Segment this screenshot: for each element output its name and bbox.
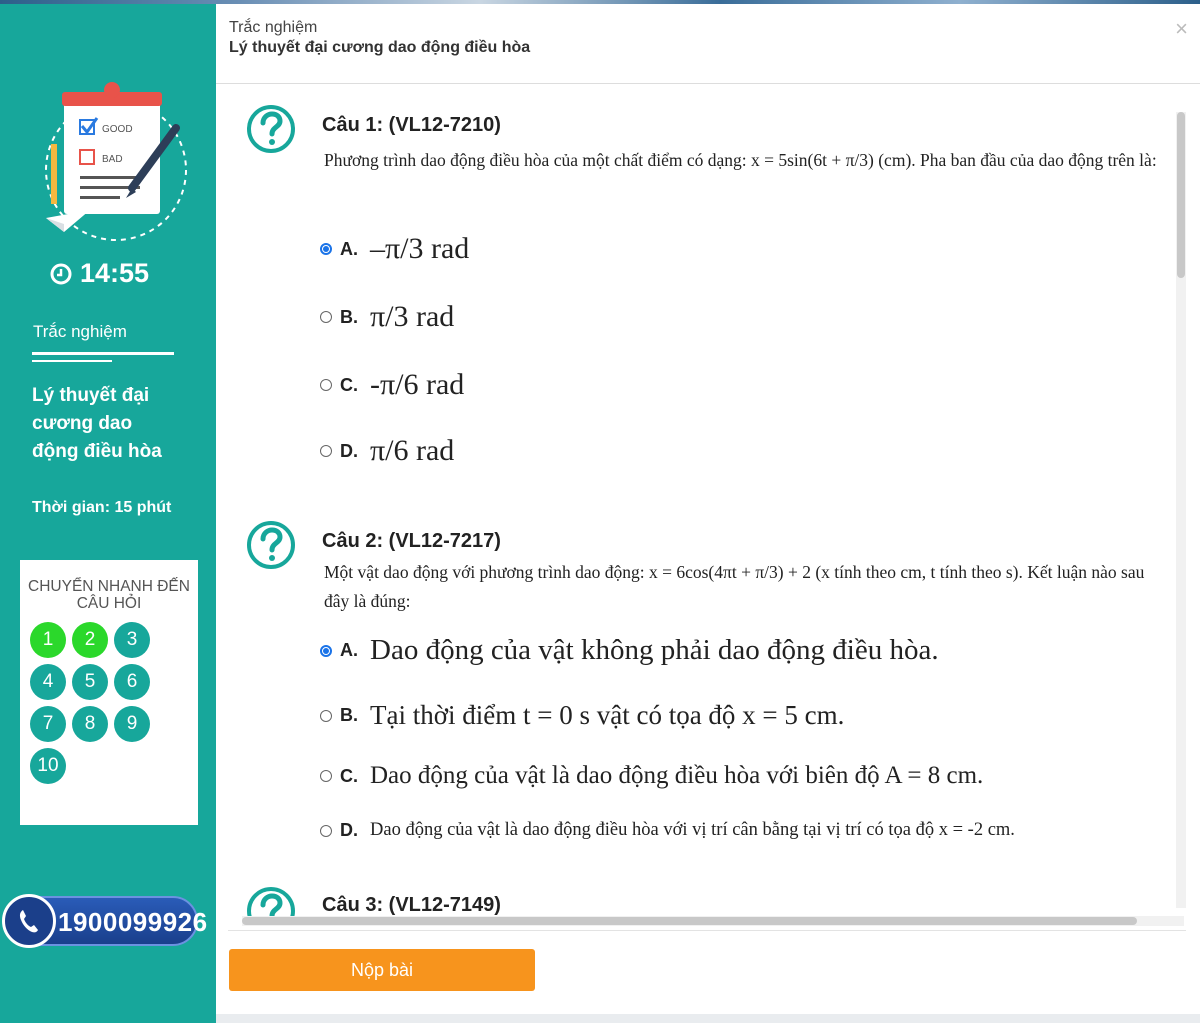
option-text: π/6 rad [370,434,455,467]
quick-nav-grid [30,622,170,784]
scroll-thumb[interactable] [242,917,1137,925]
option-text: Dao động của vật là dao động điều hòa với biên độ A = 8 cm. [370,762,984,789]
lesson-title: Lý thuyết đại cương dao động điều hòa [32,385,162,462]
vertical-scrollbar[interactable] [1176,112,1186,908]
question-jump-6[interactable]: 6 [114,664,150,700]
option-letter: B. [340,306,358,327]
hotline-number: 1900099926 [58,907,208,937]
option-2d[interactable] [320,820,1015,841]
close-icon[interactable]: × [1175,16,1188,41]
quick-nav-panel [20,560,198,825]
countdown-timer [50,258,149,289]
option-2b[interactable] [320,700,844,731]
timer-value: 14:55 [80,258,150,288]
good-label: GOOD [102,124,133,135]
divider [32,360,112,362]
option-text: –π/3 rad [370,232,470,265]
phone-icon [2,894,56,948]
option-1b[interactable] [320,300,454,334]
question-jump-7[interactable]: 7 [30,706,66,742]
checklist-illustration [26,80,194,250]
option-letter: A. [340,640,358,660]
radio-button[interactable] [320,311,332,323]
question-heading: Câu 3: (VL12-7149) [322,894,501,916]
question-jump-9[interactable]: 9 [114,706,150,742]
duration-label: Thời gian: 15 phút [32,499,172,516]
clock-icon [50,263,72,285]
option-1a[interactable] [320,232,469,266]
question-heading: Câu 1: (VL12-7210) [322,114,501,136]
question-jump-3[interactable]: 3 [114,622,150,658]
radio-button[interactable] [320,710,332,722]
question-jump-1[interactable]: 1 [30,622,66,658]
question-icon [246,520,296,570]
option-text: Dao động của vật không phải dao động điều hòa. [370,634,939,666]
option-text: Tại thời điểm t = 0 s vật có tọa độ x = 5 cm. [370,700,845,730]
bad-label: BAD [102,154,123,165]
question-jump-10[interactable]: 10 [30,748,66,784]
sidebar [0,4,216,1023]
question-text: Phương trình dao động điều hòa của một chất điểm có dạng: x = 5sin(6t + π/3) (cm). Pha ban đầu của dao động trên là: [324,150,1157,170]
option-letter: C. [340,374,358,395]
radio-button[interactable] [320,825,332,837]
submit-button[interactable]: Nộp bài [229,949,535,991]
option-letter: D. [340,440,358,461]
question-icon [246,104,296,154]
radio-button[interactable] [320,770,332,782]
option-1d[interactable] [320,434,454,468]
option-text: -π/6 rad [370,368,465,401]
question-text: Một vật dao động với phương trình dao động: x = 6cos(4πt + π/3) + 2 (x tính theo cm, t tính theo s). Kết luận nào sau đây là đúng: [324,562,1145,611]
option-1c[interactable] [320,368,464,402]
horizontal-scrollbar[interactable] [242,916,1184,926]
option-text: Dao động của vật là dao động điều hòa với vị trí cân bằng tại vị trí có tọa độ x = -2 cm. [370,820,1015,840]
radio-button[interactable] [320,243,332,255]
category-label: Trắc nghiệm [33,322,127,341]
divider [32,352,174,355]
quick-nav-title: CHUYỂN NHANH ĐẾN CÂU HỎI [28,578,190,612]
modal-header [216,4,1200,84]
question-jump-8[interactable]: 8 [72,706,108,742]
question-jump-4[interactable]: 4 [30,664,66,700]
option-letter: A. [340,238,358,259]
scroll-thumb[interactable] [1177,112,1185,278]
option-text: π/3 rad [370,300,455,333]
option-2a[interactable] [320,634,939,667]
question-heading: Câu 2: (VL12-7217) [322,530,501,552]
question-jump-2[interactable]: 2 [72,622,108,658]
option-letter: B. [340,705,358,725]
question-list[interactable] [228,84,1188,922]
option-letter: D. [340,820,358,840]
radio-button[interactable] [320,645,332,657]
radio-button[interactable] [320,445,332,457]
question-jump-5[interactable]: 5 [72,664,108,700]
breadcrumb: Trắc nghiệm [229,19,318,36]
hotline-banner[interactable] [0,890,208,950]
radio-button[interactable] [320,379,332,391]
divider [228,930,1186,931]
background-page [216,1014,1200,1023]
option-letter: C. [340,765,358,786]
option-2c[interactable] [320,762,983,790]
page-title: Lý thuyết đại cương dao động điều hòa [229,39,531,56]
